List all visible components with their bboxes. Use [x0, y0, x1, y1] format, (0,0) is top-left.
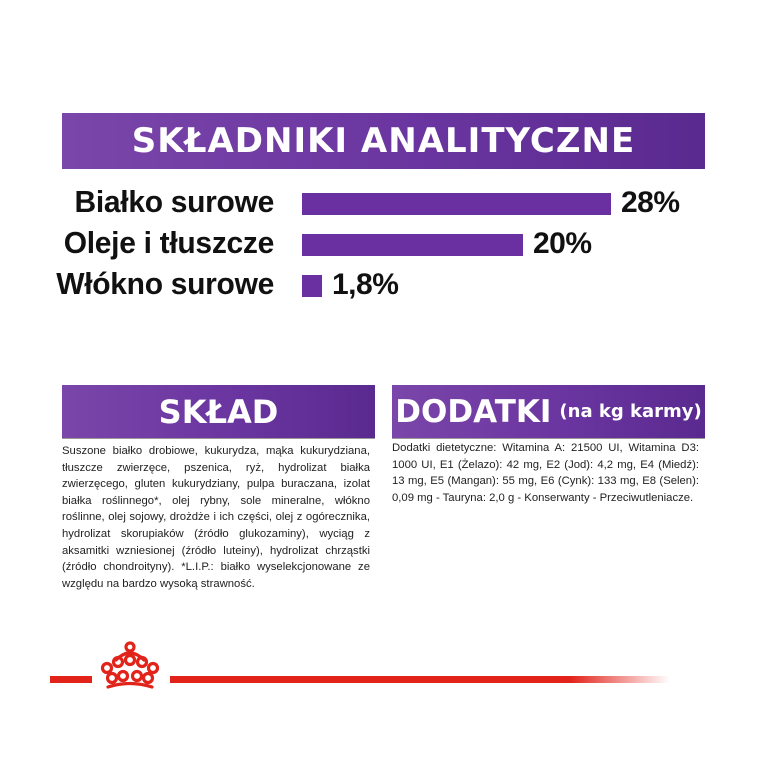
value-fat: 20%	[533, 227, 592, 260]
sklad-text: Suszone białko drobiowe, kukurydza, mąka kukurydziana, tłuszcze zwierzęce, pszenica, ryż, hydrolizat białka zwierzęcego, gluten kukurydziany, pulpa buraczana, izolat białka roślinnego*, olej rybny, sole mineralne, włókno roślinne, olej sojowy, drożdże i ich części, olej z ogórecznika, hydrolizat skorupiaków (źródło glukozaminy), wyciąg z aksamitki wzniesionej (źródło luteiny), hydrolizat chrząstki (źródło chondroityny). *L.I.P.: białko wyselekcjonowane ze względu na bardzo wysoką strawność.	[62, 445, 370, 590]
value-fibre: 1,8%	[332, 268, 399, 301]
sklad-divider	[62, 438, 375, 439]
dodatki-text: Dodatki dietetyczne: Witamina A: 21500 UI, Witamina D3: 1000 UI, E1 (Żelazo): 42 mg, E2 (Jod): 4,2 mg, E4 (Miedź): 13 mg, E5 (Mangan): 55 mg, E6 (Cynk): 133 mg, E8 (Selen): 0,09 mg - Tauryna: 2,0 g - Konserwanty - Przeciwutleniacze.	[392, 442, 699, 504]
footer-line-left	[50, 676, 92, 683]
row-label-fat: Oleje i tłuszcze	[63, 226, 274, 261]
sklad-title: SKŁAD	[158, 392, 279, 431]
bar-protein	[302, 193, 611, 215]
footer-line-right	[170, 676, 670, 683]
row-label-protein: Białko surowe	[74, 185, 274, 220]
dodatki-title: DODATKI	[395, 393, 552, 430]
dodatki-subtitle: (na kg karmy)	[559, 401, 702, 422]
sklad-title-band	[62, 385, 375, 438]
row-label-fibre: Włókno surowe	[56, 267, 274, 302]
bar-fat	[302, 234, 523, 256]
crown-icon	[96, 640, 164, 694]
dodatki-divider	[392, 438, 705, 439]
dodatki-title-band	[392, 385, 705, 438]
analytic-title: SKŁADNIKI ANALITYCZNE	[131, 121, 636, 161]
analytic-title-band	[62, 113, 705, 169]
value-protein: 28%	[621, 186, 680, 219]
bar-fibre	[302, 275, 322, 297]
